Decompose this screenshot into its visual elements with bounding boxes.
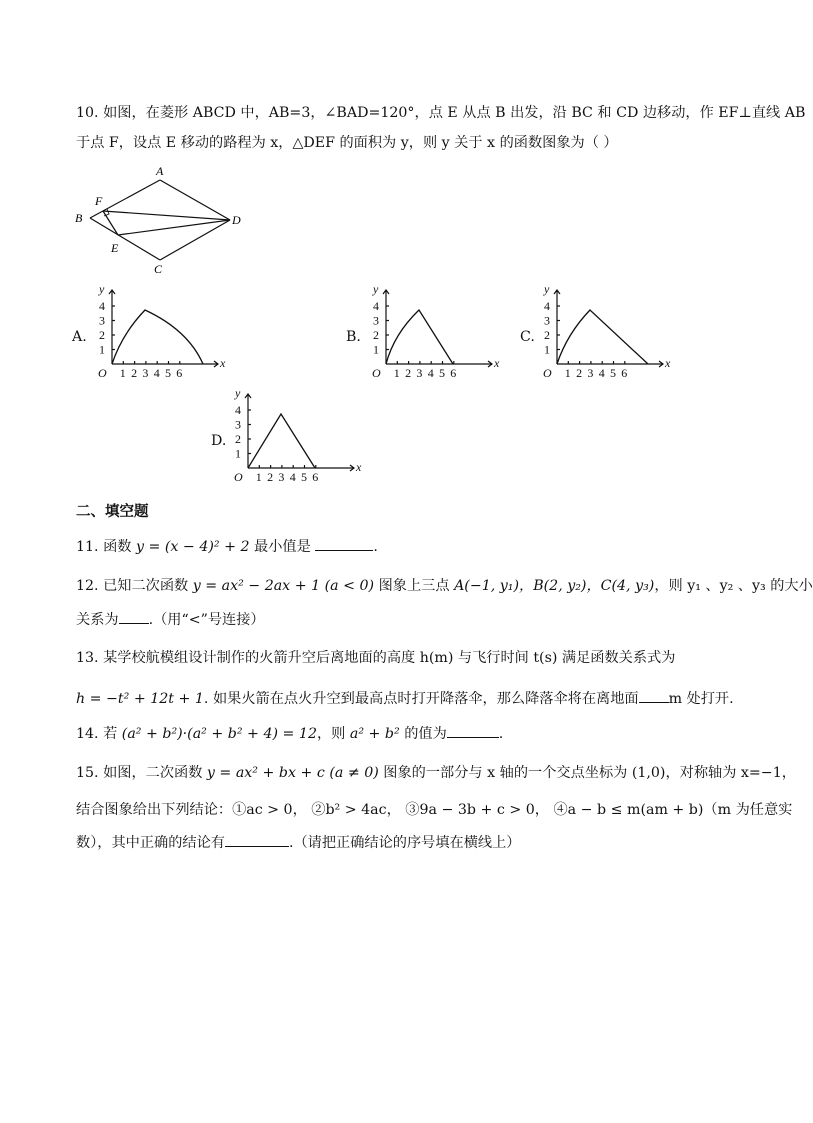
function-curve: [557, 310, 648, 364]
x-tick-label: 3: [278, 470, 285, 484]
y-tick-label: 3: [373, 313, 379, 328]
x-axis-label: x: [665, 356, 671, 370]
graph-option-a: [90, 282, 240, 382]
x-axis-label: x: [220, 356, 226, 370]
x-tick-label: 6: [450, 366, 457, 380]
x-tick-label: 4: [427, 366, 434, 380]
section-title: 二、填空题: [76, 504, 149, 520]
y-axis-label: y: [99, 282, 105, 296]
q15-line2: 结合图象给出下列结论：①ac > 0， ②b² > 4ac， ③9a − 3b + c > 0， ④a − b ≤ m(am + b)（m 为任意实: [76, 802, 793, 818]
y-tick-label: 2: [544, 328, 550, 342]
x-axis-label: x: [356, 460, 362, 474]
origin-label: O: [372, 366, 381, 380]
x-axis-label: x: [494, 356, 500, 370]
x-tick-label: 3: [416, 366, 423, 380]
segment-fe: [103, 211, 118, 235]
label-d: D: [232, 213, 241, 227]
x-tick-label: 5: [165, 366, 171, 380]
origin-label: O: [234, 470, 243, 484]
option-d-label: D.: [211, 433, 227, 449]
q10-line2: 于点 F，设点 E 移动的路程为 x，△DEF 的面积为 y，则 y 关于 x 的函数图象为（ ）: [76, 135, 618, 151]
y-tick-label: 2: [373, 328, 379, 342]
edge-cb: [90, 218, 160, 260]
q13-line2: h = −t² + 12t + 1. 如果火箭在点火升空到最高点时打开降落伞，那么降落伞将在离地面 m 处打开.: [76, 688, 734, 708]
y-axis-label: y: [373, 282, 379, 296]
x-tick-label: 6: [621, 366, 628, 380]
origin-label: O: [543, 366, 552, 380]
x-tick-label: 2: [131, 366, 138, 380]
x-tick-label: 4: [153, 366, 160, 380]
q13-blank: [639, 688, 669, 703]
label-e: E: [111, 241, 119, 255]
function-curve: [386, 310, 453, 364]
y-tick-label: 2: [235, 432, 241, 446]
y-tick-label: 2: [99, 328, 105, 342]
y-tick-label: 1: [373, 342, 379, 357]
x-tick-label: 1: [119, 366, 126, 380]
y-tick-label: 4: [99, 299, 105, 313]
edge-dc: [160, 220, 230, 260]
q12-blank: [119, 609, 149, 624]
q11-blank: [315, 536, 373, 551]
edge-ad: [160, 180, 230, 220]
q14: 14. 若 (a² + b²)·(a² + b² + 4) = 12，则 a² + b² 的值为 .: [76, 723, 503, 743]
y-tick-label: 3: [99, 313, 105, 328]
y-axis-label: y: [235, 386, 241, 400]
x-tick-label: 2: [267, 470, 274, 484]
label-f: F: [95, 194, 103, 208]
y-tick-label: 4: [544, 299, 550, 313]
y-tick-label: 4: [235, 403, 241, 417]
graph-option-b: [364, 282, 514, 382]
y-tick-label: 1: [99, 342, 105, 357]
label-c: C: [154, 262, 163, 276]
x-tick-label: 1: [393, 366, 400, 380]
x-tick-label: 1: [564, 366, 571, 380]
y-tick-label: 3: [235, 417, 241, 432]
function-curve: [248, 414, 315, 468]
y-tick-label: 1: [544, 342, 550, 357]
x-tick-label: 4: [289, 470, 296, 484]
q11: 11. 函数 y = (x − 4)² + 2 最小值是 .: [76, 536, 378, 556]
segment-ed: [118, 220, 230, 235]
option-c-label: C.: [520, 329, 535, 345]
q10-line1: 10. 如图，在菱形 ABCD 中，AB=3，∠BAD=120°，点 E 从点 B 出发，沿 BC 和 CD 边移动，作 EF⊥直线 AB: [76, 105, 806, 121]
x-tick-label: 3: [142, 366, 149, 380]
segment-fd: [103, 211, 230, 220]
x-tick-label: 6: [176, 366, 183, 380]
y-tick-label: 3: [544, 313, 550, 328]
function-curve: [112, 310, 203, 364]
x-tick-label: 3: [587, 366, 594, 380]
q13-line1: 13. 某学校航模组设计制作的火箭升空后离地面的高度 h(m) 与飞行时间 t(s) 满足函数关系式为: [76, 650, 676, 666]
q12-line2: 关系为 .（用“<”号连接）: [76, 609, 265, 629]
label-b: B: [75, 211, 83, 225]
q14-blank: [447, 723, 499, 738]
q12-line1: 12. 已知二次函数 y = ax² − 2ax + 1 (a < 0) 图象上三点 A(−1, y₁)，B(2, y₂)，C(4, y₃)，则 y₁ 、y₂ 、y₃ 的大小: [76, 578, 813, 594]
q15-line3: 数），其中正确的结论有 .（请把正确结论的序号填在横线上）: [76, 832, 520, 852]
q15-blank: [225, 832, 289, 847]
x-tick-label: 4: [598, 366, 605, 380]
y-axis-label: y: [544, 282, 550, 296]
graph-option-d: [226, 386, 376, 486]
origin-label: O: [98, 366, 107, 380]
graph-option-c: [535, 282, 685, 382]
x-tick-label: 5: [610, 366, 616, 380]
x-tick-label: 5: [301, 470, 307, 484]
option-b-label: B.: [346, 329, 361, 345]
y-tick-label: 4: [373, 299, 379, 313]
option-a-label: A.: [72, 329, 87, 345]
q15-line1: 15. 如图，二次函数 y = ax² + bx + c (a ≠ 0) 图象的一部分与 x 轴的一个交点坐标为 (1,0)，对称轴为 x=−1，: [76, 765, 796, 781]
y-tick-label: 1: [235, 446, 241, 461]
x-tick-label: 2: [576, 366, 583, 380]
label-a: A: [156, 164, 164, 178]
x-tick-label: 5: [439, 366, 445, 380]
x-tick-label: 1: [255, 470, 262, 484]
x-tick-label: 2: [405, 366, 412, 380]
rhombus-figure: [70, 160, 250, 278]
x-tick-label: 6: [312, 470, 319, 484]
